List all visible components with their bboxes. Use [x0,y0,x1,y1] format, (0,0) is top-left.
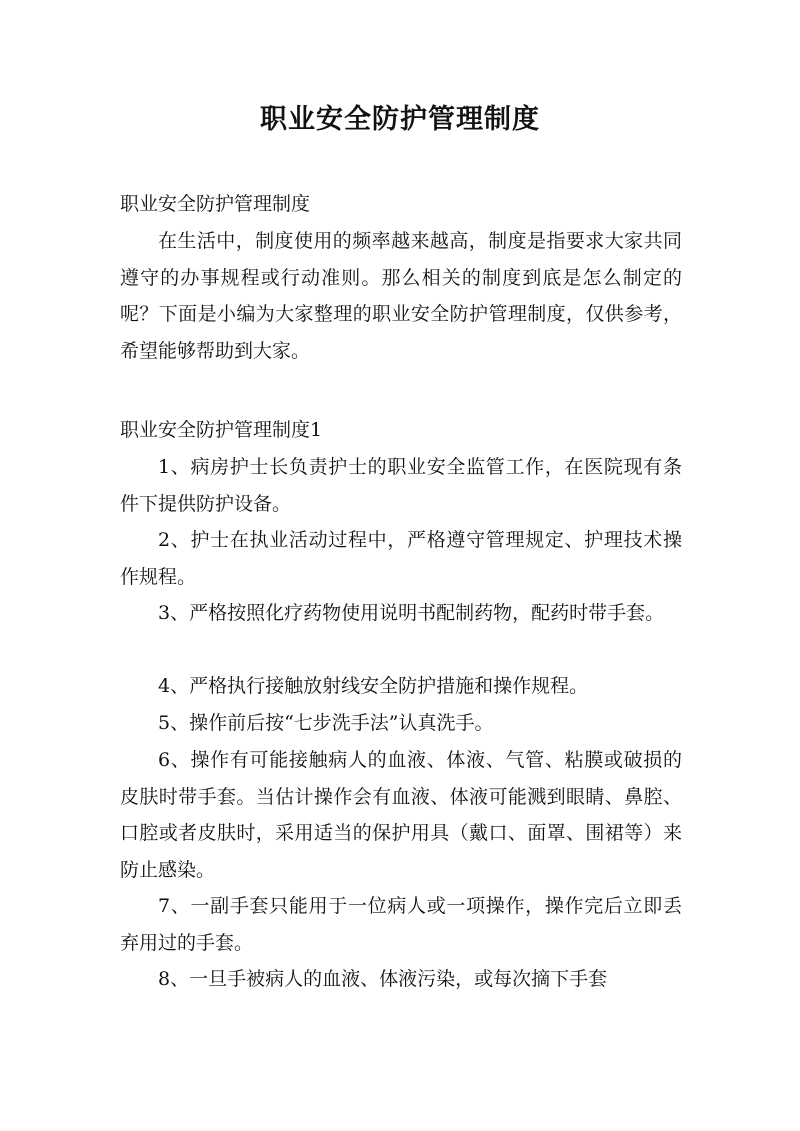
list-item: 8、一旦手被病人的血液、体液污染，或每次摘下手套 [158,968,608,990]
list-item: 7、一副手套只能用于一位病人或一项操作，操作完后立即丢弃用过的手套。 [120,895,682,954]
list-item: 6、操作有可能接触病人的血液、体液、气管、粘膜或破损的皮肤时带手套。当估计操作会有血液、体液可能溅到眼睛、鼻腔、口腔或者皮肤时，采用适当的保护用具（戴口、面罩、围裙等）来防止感染。 [120,749,682,881]
document-title: 职业安全防护管理制度 [260,104,540,135]
list-item: 3、严格按照化疗药物使用说明书配制药物，配药时带手套。 [158,602,665,624]
list-item: 2、护士在执业活动过程中，严格遵守管理规定、护理技术操作规程。 [120,529,682,588]
section-heading: 职业安全防护管理制度1 [120,419,323,441]
intro-paragraph: 在生活中，制度使用的频率越来越高，制度是指要求大家共同遵守的办事规程或行动准则。那么相关的制度到底是怎么制定的呢？下面是小编为大家整理的职业安全防护管理制度，仅供参考，希望能够帮助到大家。 [120,230,682,362]
list-item: 4、严格执行接触放射线安全防护措施和操作规程。 [158,675,589,697]
list-item: 5、操作前后按“七步洗手法”认真洗手。 [158,712,494,734]
list-item: 1、病房护士长负责护士的职业安全监管工作，在医院现有条件下提供防护设备。 [120,456,682,515]
intro-heading: 职业安全防护管理制度 [120,193,311,215]
